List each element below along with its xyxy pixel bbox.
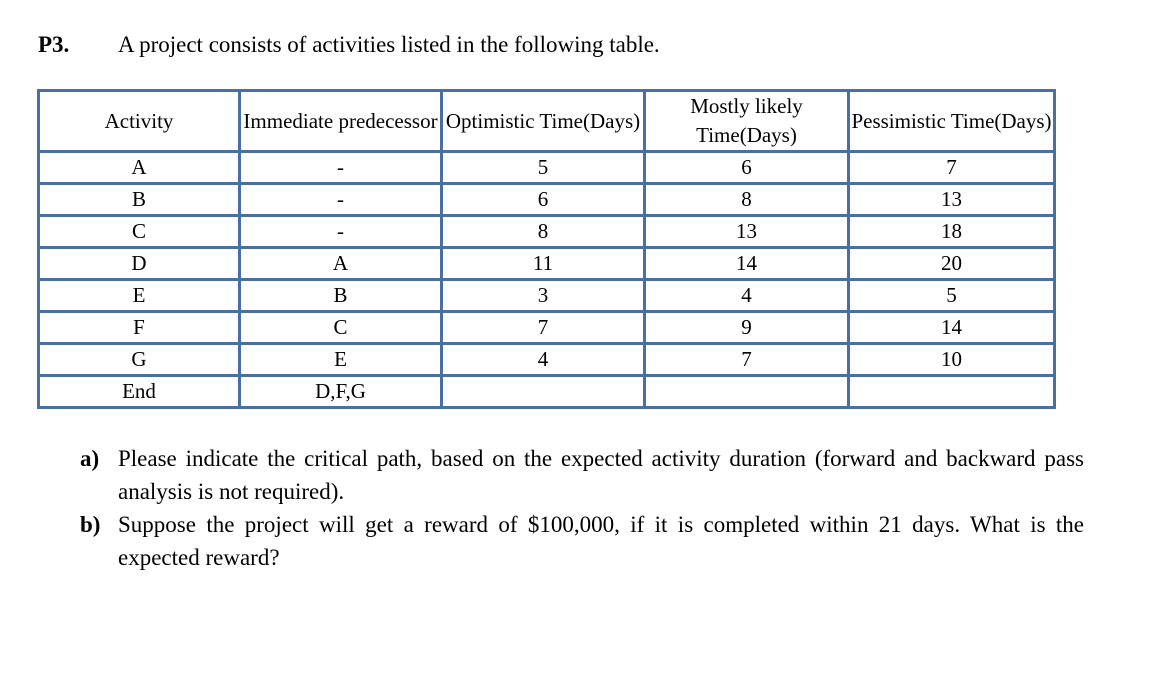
header-predecessor: Immediate predecessor — [240, 91, 442, 152]
cell-optimistic: 6 — [442, 184, 645, 216]
cell-optimistic: 8 — [442, 216, 645, 248]
activity-table — [37, 89, 1056, 409]
cell-pessimistic: 14 — [849, 312, 1055, 344]
cell-optimistic: 4 — [442, 344, 645, 376]
table-row — [39, 216, 1055, 248]
cell-pessimistic — [849, 376, 1055, 408]
cell-activity: E — [39, 280, 240, 312]
cell-likely: 8 — [645, 184, 849, 216]
header-likely: Mostly likely Time(Days) — [645, 91, 849, 152]
cell-pessimistic: 5 — [849, 280, 1055, 312]
cell-predecessor: E — [240, 344, 442, 376]
question-marker: b) — [80, 512, 101, 537]
cell-optimistic: 3 — [442, 280, 645, 312]
cell-pessimistic: 7 — [849, 152, 1055, 184]
table-row — [39, 376, 1055, 408]
header-activity: Activity — [39, 91, 240, 152]
cell-pessimistic: 20 — [849, 248, 1055, 280]
cell-activity: End — [39, 376, 240, 408]
table-row — [39, 344, 1055, 376]
cell-likely — [645, 376, 849, 408]
cell-optimistic: 7 — [442, 312, 645, 344]
cell-predecessor: A — [240, 248, 442, 280]
problem-label: P3. — [38, 32, 70, 57]
question-marker: a) — [80, 446, 100, 471]
header-optimistic: Optimistic Time(Days) — [442, 91, 645, 152]
table-row — [39, 184, 1055, 216]
cell-pessimistic: 18 — [849, 216, 1055, 248]
cell-activity: B — [39, 184, 240, 216]
cell-activity: A — [39, 152, 240, 184]
cell-likely: 7 — [645, 344, 849, 376]
table-row — [39, 152, 1055, 184]
question-text: Please indicate the critical path, based on the expected activity duration (forward and backward pass analysis is not required). — [118, 446, 1084, 504]
table-row — [39, 312, 1055, 344]
problem-intro: A project consists of activities listed in the following table. — [118, 32, 660, 57]
cell-likely: 6 — [645, 152, 849, 184]
cell-pessimistic: 10 — [849, 344, 1055, 376]
table-row — [39, 248, 1055, 280]
cell-pessimistic: 13 — [849, 184, 1055, 216]
question-text: Suppose the project will get a reward of $100,000, if it is completed within 21 days. What is the expected reward? — [118, 512, 1084, 570]
table-row — [39, 280, 1055, 312]
cell-likely: 14 — [645, 248, 849, 280]
cell-activity: F — [39, 312, 240, 344]
header-pessimistic: Pessimistic Time(Days) — [849, 91, 1055, 152]
cell-optimistic: 5 — [442, 152, 645, 184]
cell-activity: D — [39, 248, 240, 280]
cell-predecessor: B — [240, 280, 442, 312]
question-a — [80, 442, 1084, 508]
cell-activity: G — [39, 344, 240, 376]
cell-predecessor: - — [240, 152, 442, 184]
cell-likely: 9 — [645, 312, 849, 344]
cell-predecessor: - — [240, 216, 442, 248]
question-b — [80, 508, 1084, 574]
cell-likely: 4 — [645, 280, 849, 312]
cell-activity: C — [39, 216, 240, 248]
cell-likely: 13 — [645, 216, 849, 248]
question-list — [80, 442, 1084, 574]
table-header-row — [39, 91, 1055, 152]
cell-optimistic — [442, 376, 645, 408]
cell-optimistic: 11 — [442, 248, 645, 280]
cell-predecessor: D,F,G — [240, 376, 442, 408]
cell-predecessor: C — [240, 312, 442, 344]
cell-predecessor: - — [240, 184, 442, 216]
